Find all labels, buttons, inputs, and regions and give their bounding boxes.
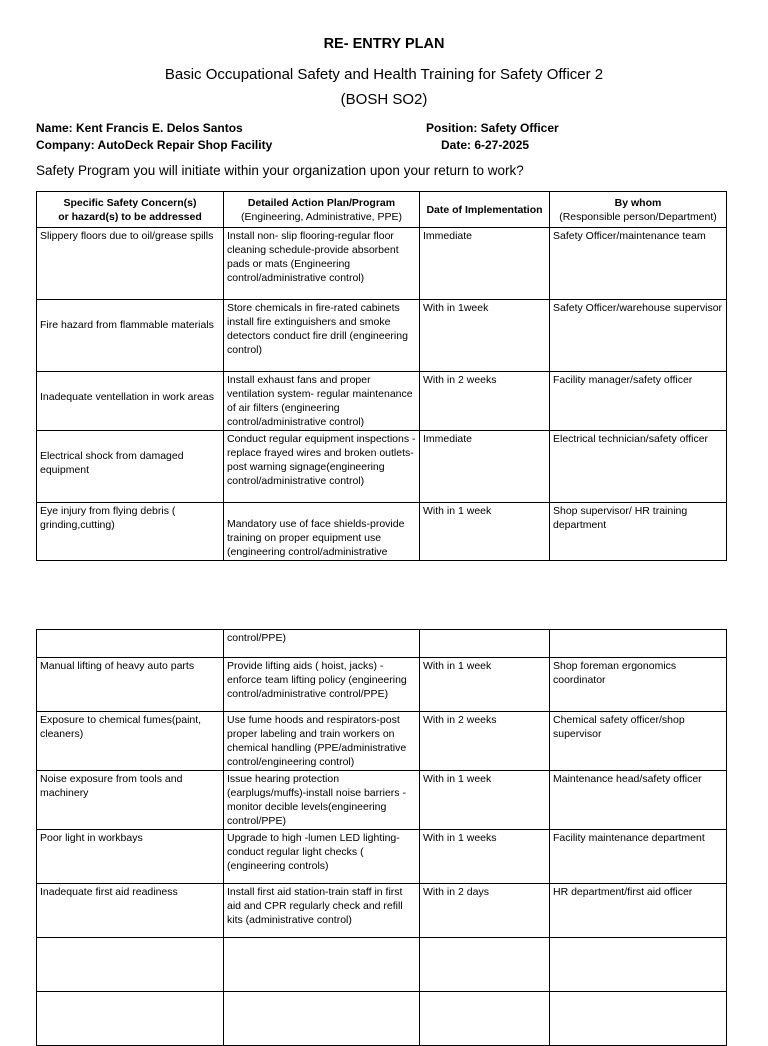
table-row	[37, 503, 727, 561]
concern-cell	[37, 938, 224, 992]
name-field: Name: Kent Francis E. Delos Santos	[36, 121, 243, 135]
date-cell	[420, 992, 550, 1046]
date-cell	[420, 630, 550, 658]
page-subtitle: Basic Occupational Safety and Health Training for Safety Officer 2	[164, 66, 604, 83]
by-cell: Electrical technician/safety officer	[550, 431, 727, 503]
action-cell: Install exhaust fans and proper ventilation system- regular maintenance of air filters (engineering control/administrative control)	[224, 372, 420, 431]
header-action-line2: (Engineering, Administrative, PPE)	[240, 210, 403, 223]
table-row	[37, 300, 727, 372]
concern-cell: Manual lifting of heavy auto parts	[37, 658, 224, 712]
by-cell: Chemical safety officer/shop supervisor	[550, 712, 727, 771]
concern-cell: Poor light in workbays	[37, 830, 224, 884]
date-cell: With in 1 week	[420, 658, 550, 712]
by-cell: Safety Officer/warehouse supervisor	[550, 300, 727, 372]
header-action-line1: Detailed Action Plan/Program	[247, 196, 396, 209]
by-cell: Shop supervisor/ HR training department	[550, 503, 727, 561]
date-cell: Immediate	[420, 228, 550, 300]
page-title: RE- ENTRY PLAN	[323, 36, 445, 52]
action-cell: Install non- slip flooring-regular floor cleaning schedule-provide absorbent pads or mats (Engineering control/administrative control)	[224, 228, 420, 300]
table-row	[37, 771, 727, 830]
action-cell: Issue hearing protection (earplugs/muffs)-install noise barriers - monitor decible levels(engineering control/PPE)	[224, 771, 420, 830]
by-cell: Facility manager/safety officer	[550, 372, 727, 431]
action-cell: Install first aid station-train staff in first aid and CPR regularly check and refill kits (administrative control)	[224, 884, 420, 938]
position-field: Position: Safety Officer	[426, 121, 559, 135]
question-text: Safety Program you will initiate within your organization upon your return to work?	[36, 163, 524, 178]
concern-cell: Inadequate first aid readiness	[37, 884, 224, 938]
date-cell	[420, 938, 550, 992]
by-cell	[550, 630, 727, 658]
action-cell: Use fume hoods and respirators-post proper labeling and train workers on chemical handling (PPE/administrative control/engineering control)	[224, 712, 420, 771]
date-field: Date: 6-27-2025	[441, 138, 530, 152]
table-row	[37, 630, 727, 658]
by-cell	[550, 938, 727, 992]
table-header-row	[37, 192, 727, 228]
by-cell: Safety Officer/maintenance team	[550, 228, 727, 300]
table-row	[37, 884, 727, 938]
concern-cell: Fire hazard from flammable materials	[37, 300, 224, 372]
header-by-line1: By whom	[614, 196, 662, 209]
concern-cell: Noise exposure from tools and machinery	[37, 771, 224, 830]
concern-cell: Electrical shock from damaged equipment	[37, 431, 224, 503]
by-cell: Shop foreman ergonomics coordinator	[550, 658, 727, 712]
action-cell: Store chemicals in fire-rated cabinets install fire extinguishers and smoke detectors conduct fire drill (engineering control)	[224, 300, 420, 372]
action-cell: Upgrade to high -lumen LED lighting- conduct regular light checks ( (engineering controls)	[224, 830, 420, 884]
action-plan-table-continued	[36, 629, 727, 1046]
header-by	[550, 192, 727, 228]
header-date	[420, 192, 550, 228]
action-cell	[224, 938, 420, 992]
header-by-line2: (Responsible person/Department)	[559, 210, 717, 223]
header-concern-line2: or hazard(s) to be addressed	[58, 210, 202, 223]
page-subtitle-abbrev: (BOSH SO2)	[340, 91, 428, 108]
header-date-label: Date of Implementation	[426, 203, 543, 216]
date-cell: With in 1 weeks	[420, 830, 550, 884]
by-cell: Maintenance head/safety officer	[550, 771, 727, 830]
date-cell: With in 1week	[420, 300, 550, 372]
date-cell: With in 2 days	[420, 884, 550, 938]
by-cell	[550, 992, 727, 1046]
date-cell: With in 2 weeks	[420, 372, 550, 431]
concern-cell: Eye injury from flying debris ( grinding,cutting)	[37, 503, 224, 561]
header-concern	[37, 192, 224, 228]
action-cell: Provide lifting aids ( hoist, jacks) - enforce team lifting policy (engineering control/administrative control/PPE)	[224, 658, 420, 712]
table-row	[37, 431, 727, 503]
header-concern-line1: Specific Safety Concern(s)	[63, 196, 197, 209]
table-row	[37, 712, 727, 771]
table-row	[37, 992, 727, 1046]
table-row	[37, 228, 727, 300]
table-row	[37, 372, 727, 431]
concern-cell	[37, 992, 224, 1046]
by-cell: Facility maintenance department	[550, 830, 727, 884]
company-field: Company: AutoDeck Repair Shop Facility	[36, 138, 273, 152]
action-cell: Conduct regular equipment inspections -replace frayed wires and broken outlets-post warning signage(engineering control/administrative control)	[224, 431, 420, 503]
action-cell: control/PPE)	[224, 630, 420, 658]
date-cell: With in 1 week	[420, 503, 550, 561]
concern-cell	[37, 630, 224, 658]
action-cell	[224, 992, 420, 1046]
action-plan-table	[36, 191, 727, 561]
action-cell: Mandatory use of face shields-provide training on proper equipment use (engineering control/administrative	[224, 503, 420, 561]
by-cell: HR department/first aid officer	[550, 884, 727, 938]
table-row	[37, 938, 727, 992]
concern-cell: Inadequate ventellation in work areas	[37, 372, 224, 431]
table-row	[37, 830, 727, 884]
date-cell: With in 1 week	[420, 771, 550, 830]
table-row	[37, 658, 727, 712]
concern-cell: Slippery floors due to oil/grease spills	[37, 228, 224, 300]
header-action	[224, 192, 420, 228]
concern-cell: Exposure to chemical fumes(paint, cleaners)	[37, 712, 224, 771]
date-cell: Immediate	[420, 431, 550, 503]
date-cell: With in 2 weeks	[420, 712, 550, 771]
